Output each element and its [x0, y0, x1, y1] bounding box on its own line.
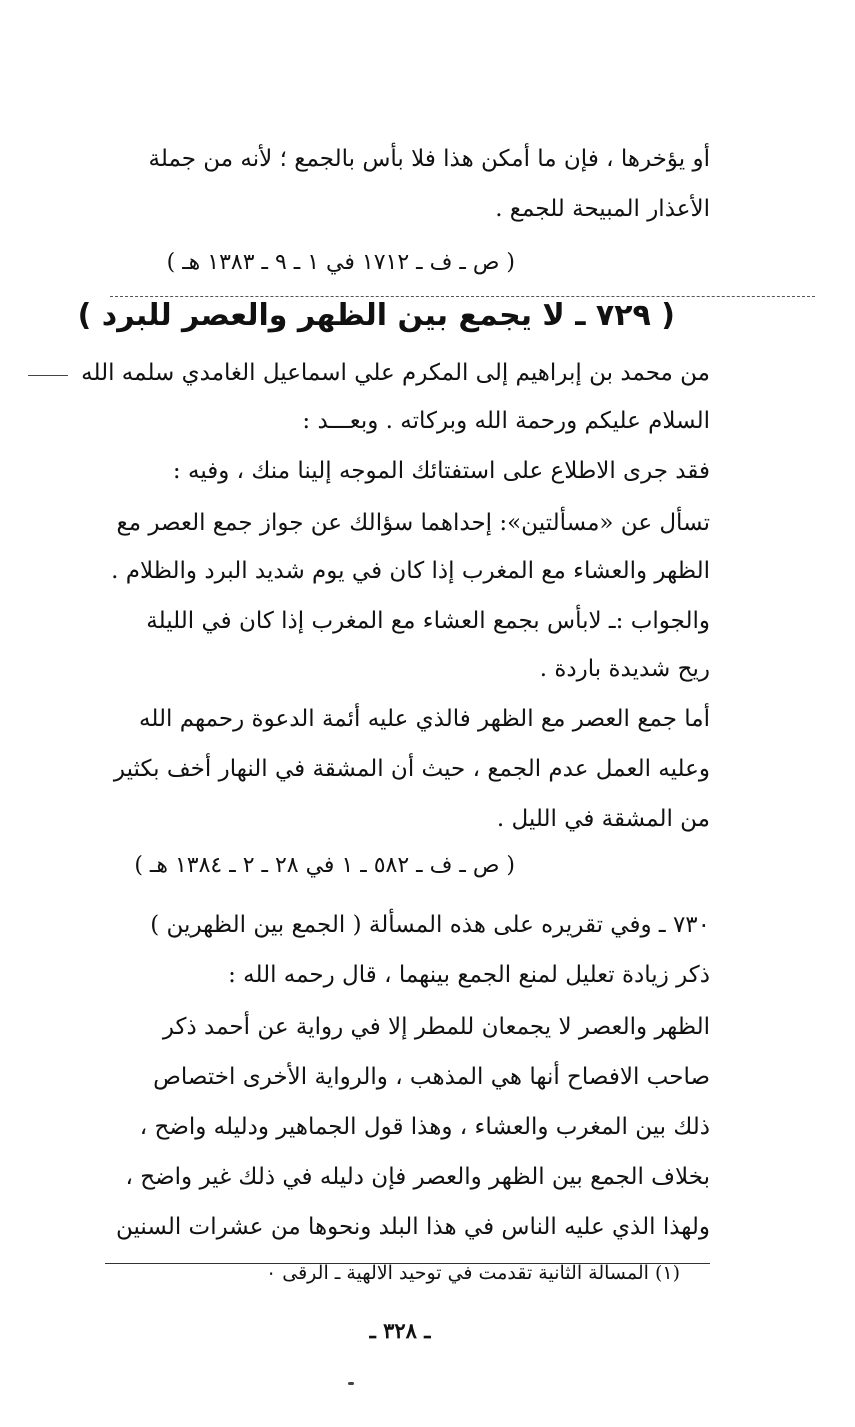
section-730-line-5: ذلك بين المغرب والعشاء ، وهذا قول الجماهير ودليله واضح ، — [139, 1114, 710, 1140]
margin-mark — [28, 375, 68, 376]
reference-2: ( ص ـ ف ـ ٥٨٢ ـ ١ في ٢٨ ـ ٢ ـ ١٣٨٤ هـ ) — [134, 853, 515, 878]
answer-line-3: أما جمع العصر مع الظهر فالذي عليه أئمة الدعوة رحمهم الله — [139, 706, 710, 732]
answer-line-2: ريح شديدة باردة . — [539, 656, 710, 682]
section-730-line-3: الظهر والعصر لا يجمعان للمطر إلا في رواية عن أحمد ذكر — [162, 1014, 710, 1040]
footnote: (١) المسالة الثانية تقدمت في توحيد الالهية ـ الرقى ٠ — [266, 1262, 680, 1284]
section-730-line-2: ذكر زيادة تعليل لمنع الجمع بينهما ، قال رحمه الله : — [228, 962, 710, 988]
page-speck — [348, 1382, 354, 1385]
reference-1: ( ص ـ ف ـ ١٧١٢ في ١ ـ ٩ ـ ١٣٨٣ هـ ) — [166, 250, 515, 275]
section-heading-729: ( ٧٢٩ ـ لا يجمع بين الظهر والعصر للبرد ) — [77, 298, 675, 333]
section-divider — [110, 296, 815, 297]
letter-line-4: تسأل عن «مسألتين»: إحداهما سؤالك عن جواز جمع العصر مع — [116, 510, 710, 536]
section-730-line-7: ولهذا الذي عليه الناس في هذا البلد ونحوها من عشرات السنين — [115, 1214, 710, 1240]
section-730-line-1: ٧٣٠ ـ وفي تقريره على هذه المسألة ( الجمع بين الظهرين ) — [150, 912, 710, 938]
answer-line-5: من المشقة في الليل . — [496, 806, 710, 832]
letter-line-2: السلام عليكم ورحمة الله وبركاته . وبعـــد : — [302, 408, 710, 434]
letter-line-3: فقد جرى الاطلاع على استفتائك الموجه إلينا منك ، وفيه : — [172, 458, 710, 484]
letter-line-1: من محمد بن إبراهيم إلى المكرم علي اسماعيل الغامدي سلمه الله — [81, 360, 710, 386]
letter-line-5: الظهر والعشاء مع المغرب إذا كان في يوم شديد البرد والظلام . — [111, 558, 710, 584]
section-730-line-4: صاحب الافصاح أنها هي المذهب ، والرواية الأخرى اختصاص — [153, 1064, 710, 1090]
page-number: ـ ٣٢٨ ـ — [369, 1318, 431, 1343]
intro-line-1: أو يؤخرها ، فإن ما أمكن هذا فلا بأس بالجمع ؛ لأنه من جملة — [148, 146, 710, 172]
answer-line-1: والجواب :ـ لابأس بجمع العشاء مع المغرب إذا كان في الليلة — [146, 608, 710, 634]
intro-line-2: الأعذار المبيحة للجمع . — [495, 196, 710, 222]
section-730-line-6: بخلاف الجمع بين الظهر والعصر فإن دليله في ذلك غير واضح ، — [125, 1164, 710, 1190]
answer-line-4: وعليه العمل عدم الجمع ، حيث أن المشقة في النهار أخف بكثير — [113, 756, 710, 782]
